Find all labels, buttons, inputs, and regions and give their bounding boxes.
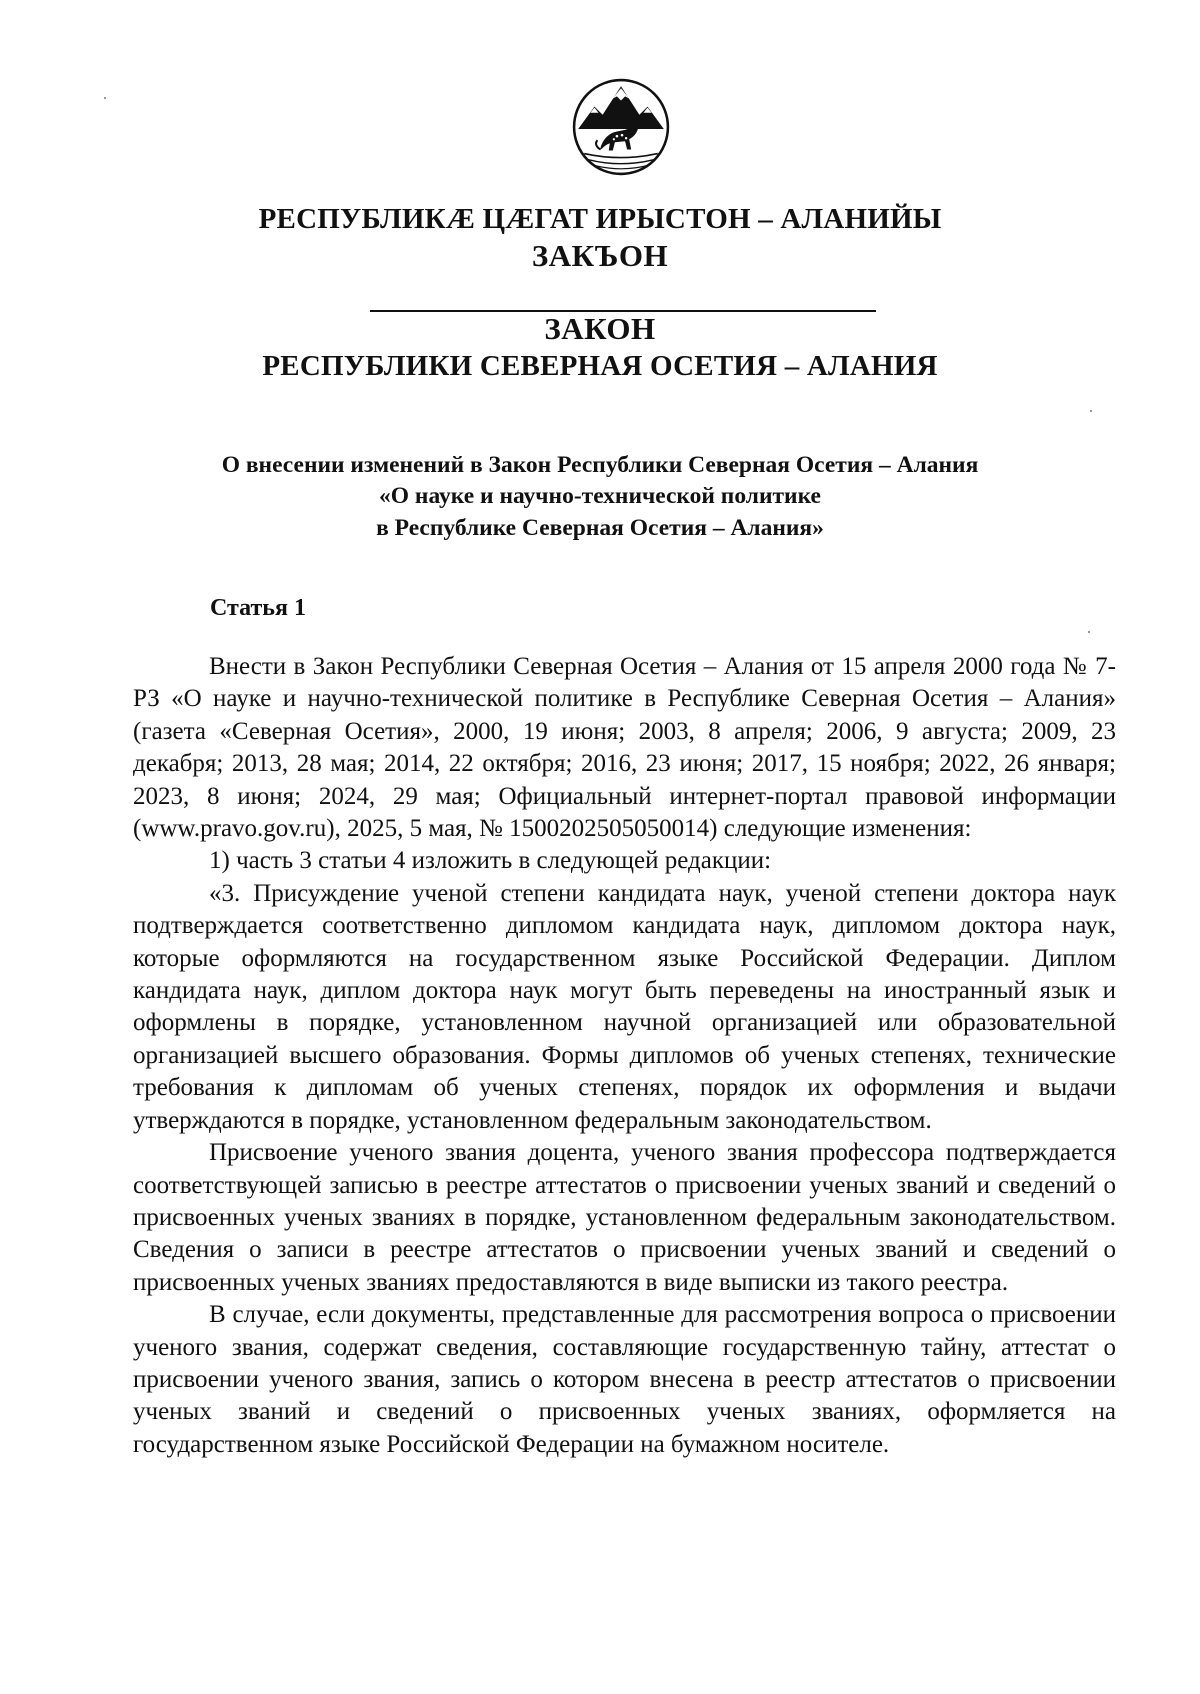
header-ossetian-republic: РЕСПУБЛИКÆ ЦÆГАТ ИРЫСТОН – АЛАНИЙЫ: [258, 203, 942, 235]
scan-speck: [1090, 410, 1092, 412]
article-paragraph: «3. Присуждение ученой степени кандидата наук, ученой степени доктора наук подтверждается соответственно дипломом кандидата наук, дипломом доктора наук, которые оформляются на государственном языке Российской Федерации. Диплом кандидата наук, диплом доктора наук могут быть переведены на иностранный язык и оформлены в порядке, установленном научной организацией или образовательной организацией высшего образования. Формы дипломов об ученых степенях, технические требования к дипломам об ученых степенях, порядок их оформления и выдачи утверждаются в порядке, установленном федеральным законодательством.: [133, 879, 1116, 1134]
header-law: ЗАКОН: [544, 311, 656, 346]
header-ossetian-law: ЗАКЪОН: [531, 238, 669, 273]
law-title-line-2: «О науке и научно-технической политике: [379, 483, 821, 509]
scan-speck: [104, 97, 106, 99]
article-paragraph: Внести в Закон Республики Северная Осетия – Алания от 15 апреля 2000 года № 7-РЗ «О науке и научно-технической политике в Республике Северная Осетия – Алания» (газета «Северная Осетия», 2000, 19 июня; 2003, 8 апреля; 2006, 9 августа; 2009, 23 декабря; 2013, 28 мая; 2014, 22 октября; 2016, 23 июня; 2017, 15 ноября; 2022, 26 января; 2023, 8 июня; 2024, 29 мая; Официальный интернет-портал правовой информации (www.pravo.gov.ru), 2025, 5 мая, № 1500202505050014) следующие изменения:: [133, 653, 1116, 843]
law-title-line-1: О внесении изменений в Закон Республики Северная Осетия – Алания: [221, 452, 979, 478]
law-title-line-3: в Республике Северная Осетия – Алания»: [376, 515, 824, 541]
header-republic: РЕСПУБЛИКИ СЕВЕРНАЯ ОСЕТИЯ – АЛАНИЯ: [262, 350, 938, 382]
republic-emblem-icon: [570, 76, 672, 178]
article-body: [133, 651, 1116, 1461]
article-paragraph: 1) часть 3 статьи 4 изложить в следующей редакции:: [209, 847, 772, 875]
article-paragraph: Присвоение ученого звания доцента, ученого звания профессора подтверждается соответствующей записью в реестре аттестатов о присвоении ученых званий и сведений о присвоенных ученых званиях в порядке, установленном федеральным законодательством. Сведения о записи в реестре аттестатов о присвоении ученых званий и сведений о присвоенных ученых званиях предоставляются в виде выписки из такого реестра.: [133, 1139, 1116, 1296]
article-paragraph: В случае, если документы, представленные для рассмотрения вопроса о присвоении ученого звания, содержат сведения, составляющие государственную тайну, аттестат о присвоении ученого звания, запись о котором внесена в реестр аттестатов о присвоении ученых званий и сведений о присвоенных ученых званиях, оформляется на государственном языке Российской Федерации на бумажном носителе.: [133, 1301, 1116, 1458]
article-heading: Статья 1: [210, 595, 306, 621]
scan-speck: [1088, 631, 1090, 633]
